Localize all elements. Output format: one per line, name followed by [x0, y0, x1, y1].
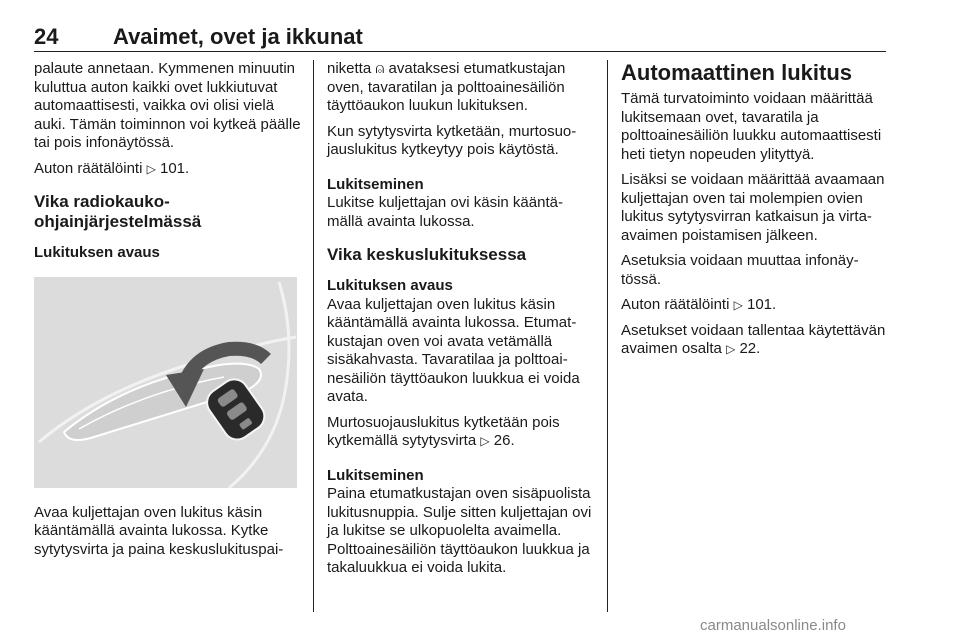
figure-caption: Avaa kuljettajan oven lukitus käsin kääntämällä avainta lukossa. Kytke sytytysvirta ja paina keskuslukituspai- [34, 503, 284, 558]
paragraph: Asetuksia voidaan muuttaa infonäytössä. [621, 252, 859, 288]
paragraph [327, 60, 593, 116]
subheading: Lukitseminen [327, 466, 424, 484]
text: niketta [327, 60, 376, 77]
paragraph: Kun sytytysvirta kytketään, murtosuojauslukitus kytkeytyy pois käytöstä. [327, 122, 577, 158]
column-2 [327, 60, 593, 585]
cross-reference-arrow-icon: ▷ [146, 161, 156, 176]
text: avataksesi etumatkustajan oven, tavaratilan ja polttoainesäiliön täyttöaukon luukun lukituksen. [327, 60, 566, 114]
column-divider [313, 60, 314, 612]
page-reference[interactable]: 101. [159, 159, 190, 177]
column-divider [607, 60, 608, 612]
header-rule [34, 51, 886, 52]
paragraph: palaute annetaan. Kymmenen minuutin kuluttua auton kaikki ovet lukkiutuvat automaattisesti, vaikka ovi olisi vielä auki. Tämän toiminnon voi kytkeä päälle tai pois infonäytössä. [34, 60, 301, 151]
page-header [34, 24, 886, 50]
page-number: 24 [34, 24, 59, 49]
column-3 [621, 60, 893, 366]
text: Auton räätälöinti [621, 296, 734, 313]
unlock-icon: ⍝ [375, 60, 385, 77]
section-heading: Vika radiokaukoohjainjärjestelmässä [34, 192, 202, 231]
text: Murtosuojauslukitus kytketään pois kytkemällä sytytysvirta [327, 413, 560, 449]
text: Asetukset voidaan tallentaa käytettävän avaimen osalta [621, 321, 886, 357]
door-handle-key-illustration [34, 277, 297, 488]
paragraph: Lisäksi se voidaan määrittää avaamaan kuljettajan oven tai molempien ovien lukitus sytytysvirran katkaisun ja virta-avaimen poistamisen jälkeen. [621, 171, 885, 244]
subheading: Lukituksen avaus [327, 277, 453, 294]
column-1 [34, 60, 302, 566]
paragraph [34, 160, 302, 179]
section-heading: Automaattinen lukitus [621, 60, 853, 85]
cross-reference-arrow-icon: ▷ [726, 342, 736, 356]
watermark: carmanualsonline.info [700, 617, 846, 634]
paragraph: Paina etumatkustajan oven sisäpuolista lukitusnuppia. Sulje sitten kuljettajan ovi ja lukitse se ulkopuolelta avaimella. Polttoainesäiliön täyttöaukon luukkua ja takaluukkua ei voida lukita. [327, 485, 592, 576]
section-heading: Vika keskuslukituksessa [327, 245, 527, 264]
page-reference[interactable]: 26. [493, 432, 515, 449]
subheading: Lukituksen avaus [34, 244, 160, 261]
cross-reference-arrow-icon: ▷ [733, 298, 743, 312]
page-reference[interactable]: 101. [746, 296, 777, 313]
cross-reference-arrow-icon: ▷ [480, 434, 490, 448]
text: Auton räätälöinti [34, 159, 147, 177]
paragraph: Tämä turvatoiminto voidaan määrittää lukitsemaan ovet, tavaratila ja polttoainesäiliön luukku automaattisesti heti tietyn nopeuden ylityttyä. [621, 90, 882, 163]
subheading: Lukitseminen [327, 175, 424, 193]
chapter-title: Avaimet, ovet ja ikkunat [113, 24, 363, 49]
paragraph: Lukitse kuljettajan ovi käsin kääntämällä avainta lukossa. [327, 194, 563, 230]
paragraph [621, 296, 893, 315]
paragraph [327, 414, 593, 451]
paragraph: Avaa kuljettajan oven lukitus käsin kääntämällä avainta lukossa. Etumatkustajan oven voi avata vetämällä sisäkahvasta. Tavaratilaa ja polttoainesäiliön täyttöaukon luukkua ei voida avata. [327, 295, 580, 405]
page-reference[interactable]: 22. [739, 340, 761, 357]
paragraph [621, 322, 893, 359]
key-in-door-lock-icon [34, 277, 297, 488]
